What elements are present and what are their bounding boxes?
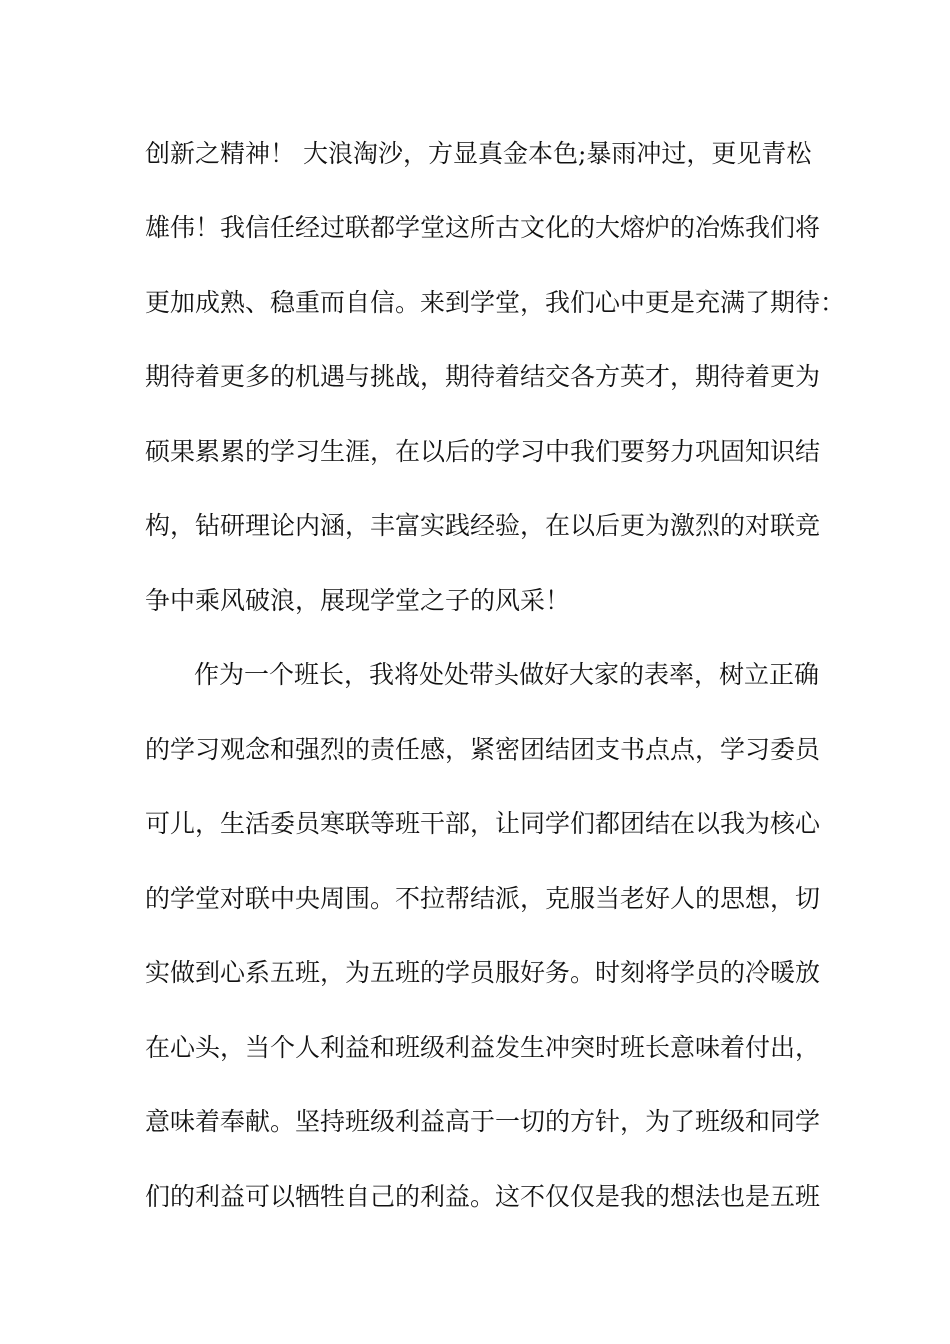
text-line: 们的利益可以牺牲自己的利益。这不仅仅是我的想法也是五班: [145, 1182, 821, 1211]
text-line: 雄伟！我信任经过联都学堂这所古文化的大熔炉的冶炼我们将: [145, 213, 821, 242]
text-line: 创新之精神！ 大浪淘沙，方显真金本色;暴雨冲过，更见青松: [145, 139, 812, 168]
text-line: 实做到心系五班，为五班的学员服好务。时刻将学员的冷暖放: [145, 958, 821, 987]
text-line: 可儿，生活委员寒联等班干部，让同学们都团结在以我为核心: [145, 809, 821, 838]
text-line: 期待着更多的机遇与挑战，期待着结交各方英才，期待着更为: [145, 362, 821, 391]
text-line: 意味着奉献。坚持班级利益高于一切的方针，为了班级和同学: [145, 1107, 821, 1136]
text-line: 的学习观念和强烈的责任感，紧密团结团支书点点，学习委员: [145, 735, 821, 764]
text-line: 构，钻研理论内涵，丰富实践经验，在以后更为激烈的对联竞: [145, 511, 821, 540]
text-line: 硕果累累的学习生涯，在以后的学习中我们要努力巩固知识结: [145, 437, 821, 466]
text-line: 的学堂对联中央周围。不拉帮结派，克服当老好人的思想，切: [145, 884, 821, 913]
text-line: 在心头，当个人利益和班级利益发生冲突时班长意味着付出，: [145, 1033, 821, 1062]
text-line: 更加成熟、稳重而自信。来到学堂，我们心中更是充满了期待：: [145, 288, 846, 317]
text-line: 争中乘风破浪，展现学堂之子的风采！: [145, 586, 571, 615]
paragraph-first-line: 作为一个班长，我将处处带头做好大家的表率，树立正确: [194, 660, 820, 689]
